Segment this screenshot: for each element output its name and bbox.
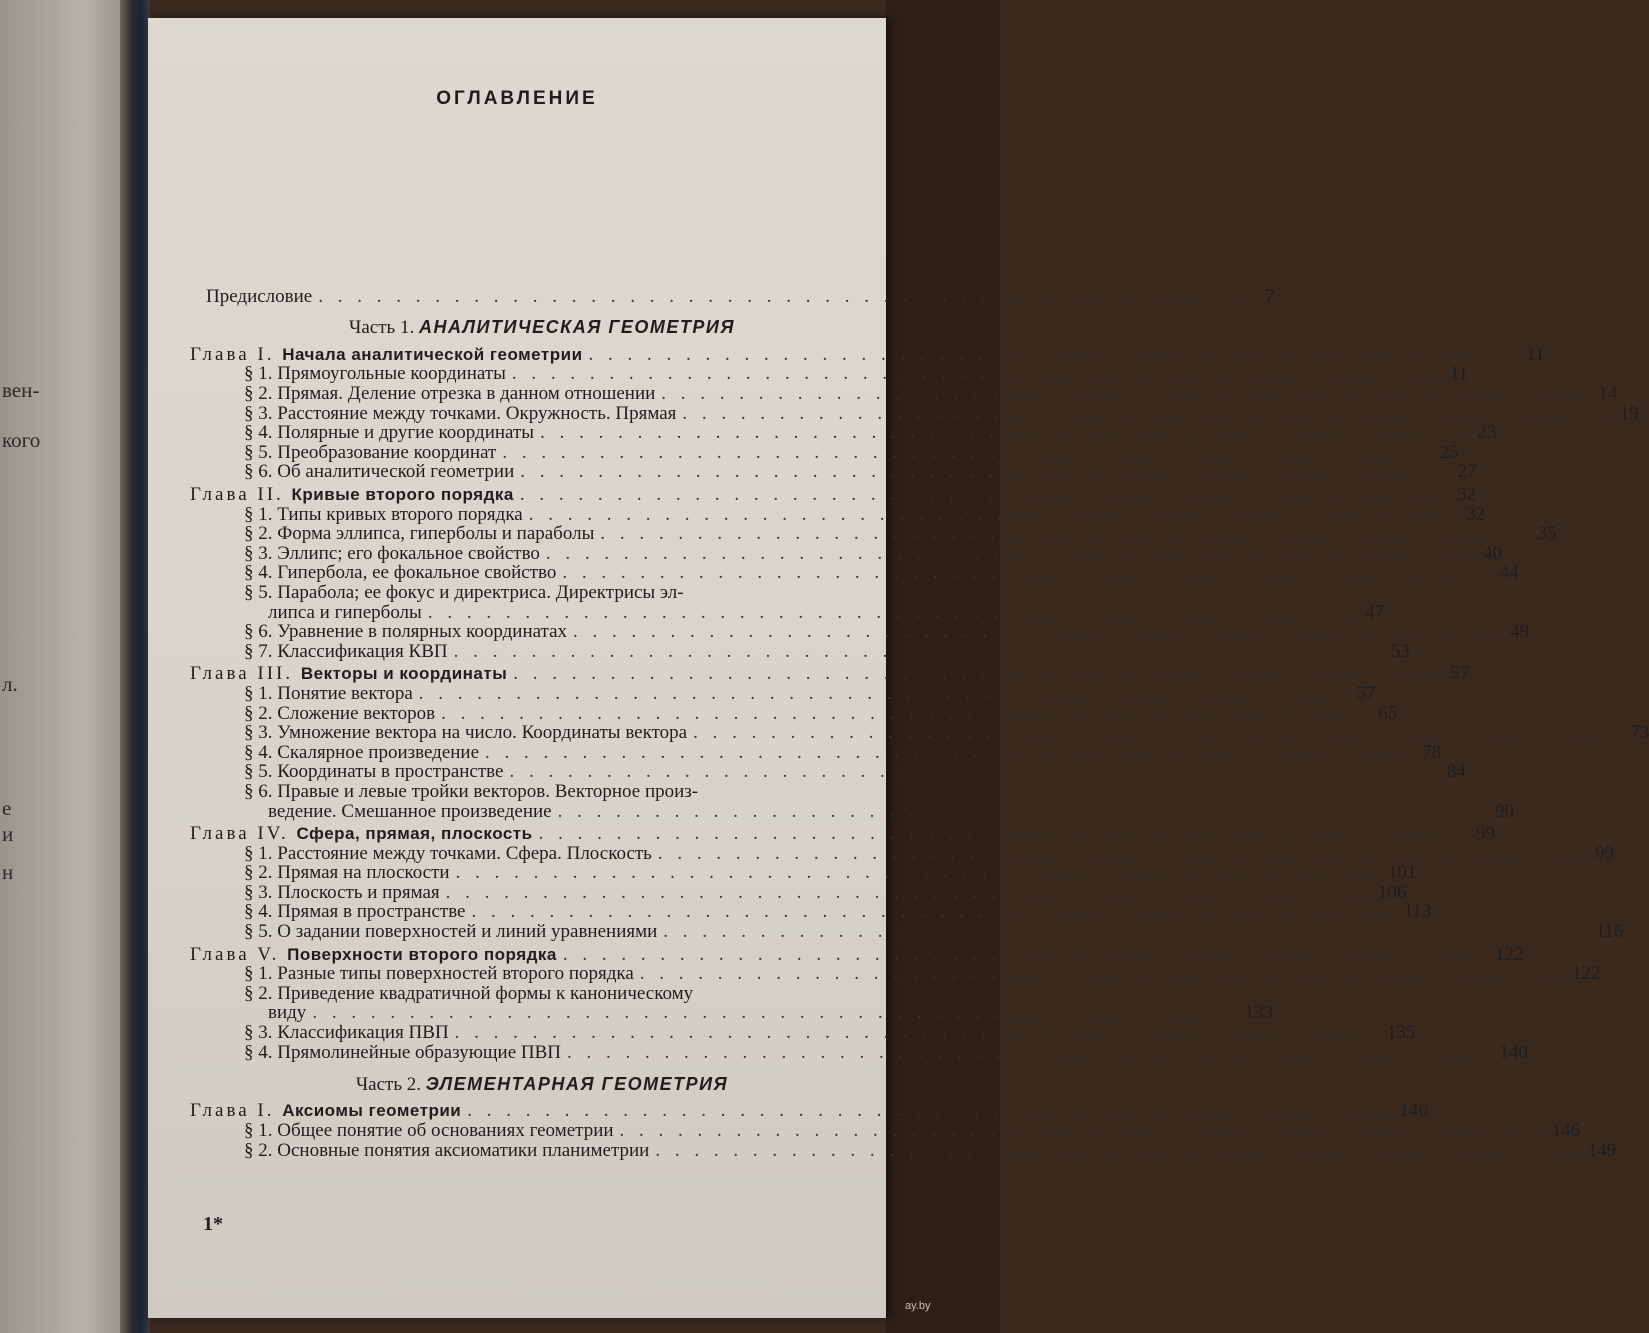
dot-leader: . . . . . . . . . . . . . . . . . . . . . . . . . . . . . . . . . . . . . . . . . . . . . . . . [663, 921, 1590, 943]
section-label: § 6. Об аналитической геометрии [244, 461, 515, 483]
page-number: 40 [1483, 542, 1503, 564]
dot-leader: . . . . . . . . . . . . . . . . . . . . . . . . . . . . . . . . . . . . . . . . . . . . . . . . [418, 682, 1346, 704]
section-label: § 2. Форма эллипса, гиперболы и параболы [244, 523, 595, 545]
entry-label [244, 1140, 649, 1162]
page-number: 44 [1499, 562, 1519, 584]
section-entry [244, 1139, 1617, 1162]
chapter-number: Глава IV. [190, 823, 297, 845]
section-label: § 5. Координаты в пространстве [244, 761, 504, 783]
page-number: 49 [1510, 621, 1530, 643]
section-label: § 3. Эллипс; его фокальное свойство [244, 542, 540, 564]
section-label: § 6. Уравнение в полярных координатах [244, 621, 568, 643]
page-number: 32 [1465, 503, 1485, 525]
section-label: § 3. Классификация ПВП [244, 1021, 449, 1043]
dot-leader: . . . . . . . . . . . . . . . . . . . . . . . . . . . . . . . . . . . . . . . . . . . . . . . . [562, 562, 1489, 584]
dot-leader: . . . . . . . . . . . . . . . . . . . . . . . . . . . . . . . . . . . . . . . . . . . . . . . . [661, 383, 1588, 405]
signature-mark: 1* [203, 1213, 223, 1235]
page-number: 113 [1403, 901, 1432, 923]
dot-leader: . . . . . . . . . . . . . . . . . . . . . . . . . . . . . . . . . . . . . . . . . . . . . . . . [445, 881, 1372, 903]
dot-leader: . . . . . . . . . . . . . . . . . . . . . . . . . . . . . . . . . . . . . . . . . . . . . . . . [511, 363, 1439, 385]
dot-leader: . . . . . . . . . . . . . . . . . . . . . . . . . . . . . . . . . . . . . . . . . . . . . . . . [528, 503, 1455, 525]
facing-page-fragment: вен- [2, 378, 40, 402]
page-number: 53 [1390, 640, 1410, 662]
part-number: Часть 2. [355, 1073, 426, 1095]
section-label-continuation: липса и гиперболы [268, 601, 422, 623]
page-number: 11 [1526, 343, 1545, 365]
page-number: 146 [1551, 1119, 1581, 1141]
entry-label [268, 801, 552, 823]
dot-leader: . . . . . . . . . . . . . . . . . . . . . . . . . . . . . . . . . . . . . . . . . . . . . . . . [600, 523, 1527, 545]
dot-leader: . . . . . . . . . . . . . . . . . . . . . . . . . . . . . . . . . . . . . . . . . . . . . . . . [562, 943, 1490, 965]
page-number: 149 [1587, 1139, 1617, 1161]
chapter-name: Начала аналитической геометрии [282, 344, 583, 364]
page-number: 90 [1494, 800, 1514, 822]
dot-leader: . . . . . . . . . . . . . . . . . . . . . . . . . . . . . . . . . . . . . . . . . . . . . . . . [318, 286, 1245, 307]
section-label: § 4. Гипербола, ее фокальное свойство [244, 562, 557, 584]
section-label: § 6. Правые и левые тройки векторов. Векторное произ- [244, 780, 699, 802]
page-number: 27 [1457, 461, 1477, 483]
preface-label: Предисловие [206, 286, 313, 307]
facing-page-fragment: и [2, 822, 14, 846]
entry-label [206, 286, 312, 308]
part-heading [148, 317, 886, 339]
dot-leader: . . . . . . . . . . . . . . . . . . . . . . . . . . . . . . . . . . . . . . . . . . . . . . . . [312, 1002, 1239, 1024]
section-label-continuation: ведение. Смешанное произведение [268, 800, 552, 822]
chapter-name: Векторы и координаты [300, 664, 508, 684]
section-label: § 2. Основные понятия аксиоматики планиметрии [244, 1139, 650, 1161]
section-label: § 5. Преобразование координат [244, 441, 497, 463]
page-number: 23 [1477, 422, 1497, 444]
dot-leader: . . . . . . . . . . . . . . . . . . . . . . . . . . . . . . . . . . . . . . . . . . . . . . . . [693, 722, 1620, 744]
dot-leader: . . . . . . . . . . . . . . . . . . . . . . . . . . . . . . . . . . . . . . . . . . . . . . . . [540, 422, 1467, 444]
book-spine-gutter [120, 0, 150, 1333]
entry-label [244, 461, 514, 483]
dot-leader: . . . . . . . . . . . . . . . . . . . . . . . . . . . . . . . . . . . . . . . . . . . . . . . . [619, 1119, 1546, 1141]
facing-page-fragment: е [2, 796, 12, 820]
dot-leader: . . . . . . . . . . . . . . . . . . . . . . . . . . . . . . . . . . . . . . . . . . . . . . . . [513, 663, 1440, 685]
chapter-number: Глава I. [190, 343, 283, 365]
section-label: § 2. Прямая на плоскости [244, 862, 450, 884]
page-number: 84 [1446, 761, 1466, 783]
entry-label [244, 1042, 561, 1064]
chapter-name: Аксиомы геометрии [282, 1101, 462, 1121]
dot-leader: . . . . . . . . . . . . . . . . . . . . . . . . . . . . . . . . . . . . . . . . . . . . . . . . [454, 1021, 1381, 1043]
section-label: § 1. Понятие вектора [244, 682, 413, 704]
section-entry [244, 921, 1624, 943]
page-number: 140 [1499, 1041, 1528, 1063]
page-number: 135 [1386, 1021, 1416, 1043]
page-number: 57 [1356, 682, 1376, 704]
section-label: § 4. Скалярное произведение [244, 741, 480, 763]
dot-leader: . . . . . . . . . . . . . . . . . . . . . . . . . . . . . . . . . . . . . . . . . . . . . . . . [467, 1100, 1394, 1122]
dot-leader: . . . . . . . . . . . . . . . . . . . . . . . . . . . . . . . . . . . . . . . . . . . . . . . . [455, 862, 1382, 884]
section-label: § 5. О задании поверхностей и линий уравнениями [244, 921, 658, 943]
section-label: § 3. Плоскость и прямая [244, 881, 440, 903]
part-number: Часть 1. [349, 317, 419, 339]
section-label: § 1. Расстояние между точками. Сфера. Плоскость [244, 842, 652, 864]
section-label: § 4. Прямолинейные образующие ПВП [244, 1041, 562, 1063]
section-label: § 1. Разные типы поверхностей второго порядка [244, 963, 634, 985]
chapter-name: Сфера, прямая, плоскость [296, 824, 533, 844]
preface-entry [206, 286, 1275, 308]
page-number: 116 [1595, 921, 1624, 943]
entry-label [244, 641, 448, 663]
dot-leader: . . . . . . . . . . . . . . . . . . . . . . . . . . . . . . . . . . . . . . . . . . . . . . . . [639, 963, 1567, 985]
chapter-number: Глава I. [190, 1100, 283, 1122]
section-label: § 1. Типы кривых второго порядка [244, 503, 523, 525]
dot-leader: . . . . . . . . . . . . . . . . . . . . . . . . . . . . . . . . . . . . . . . . . . . . . . . . [588, 343, 1515, 365]
watermark: ay.by [905, 1300, 931, 1312]
section-label: § 3. Умножение вектора на число. Координаты вектора [244, 722, 688, 744]
dot-leader: . . . . . . . . . . . . . . . . . . . . . . . . . . . . . . . . . . . . . . . . . . . . . . . . [682, 402, 1609, 424]
page-number: 7 [1264, 286, 1275, 307]
page-number: 25 [1439, 441, 1459, 463]
dot-leader: . . . . . . . . . . . . . . . . . . . . . . . . . . . . . . . . . . . . . . . . . . . . . . . . [573, 621, 1500, 643]
section-label: § 2. Прямая. Деление отрезка в данном отношении [244, 383, 656, 405]
dot-leader: . . . . . . . . . . . . . . . . . . . . . . . . . . . . . . . . . . . . . . . . . . . . . . . . [545, 542, 1473, 564]
section-label: § 4. Прямая в пространстве [244, 901, 466, 923]
section-label-continuation: виду [268, 1002, 307, 1024]
page-number: 99 [1475, 823, 1495, 845]
page-number: 101 [1387, 862, 1417, 884]
chapter-number: Глава III. [190, 663, 301, 685]
section-label: § 7. Классификация КВП [244, 640, 448, 662]
chapter-number: Глава II. [190, 483, 292, 505]
dot-leader: . . . . . . . . . . . . . . . . . . . . . . . . . . . . . . . . . . . . . . . . . . . . . . . . [655, 1139, 1582, 1161]
section-entry-continuation [268, 800, 1514, 823]
section-label: § 4. Полярные и другие координаты [244, 422, 535, 444]
facing-page [0, 0, 140, 1333]
page-number: 146 [1399, 1100, 1429, 1122]
section-label: § 5. Парабола; ее фокус и директриса. Директрисы эл- [244, 581, 684, 603]
part-heading [148, 1074, 886, 1096]
section-label: § 3. Расстояние между точками. Окружность. Прямая [244, 402, 677, 424]
page-number: 32 [1457, 483, 1477, 505]
dot-leader: . . . . . . . . . . . . . . . . . . . . . . . . . . . . . . . . . . . . . . . . . . . . . . . . [657, 842, 1585, 864]
page-title: ОГЛАВЛЕНИЕ [436, 88, 598, 109]
dot-leader: . . . . . . . . . . . . . . . . . . . . . . . . . . . . . . . . . . . . . . . . . . . . . . . . [509, 761, 1436, 783]
dot-leader: . . . . . . . . . . . . . . . . . . . . . . . . . . . . . . . . . . . . . . . . . . . . . . . . [471, 901, 1398, 923]
page-number: 35 [1537, 523, 1557, 545]
page-number: 122 [1572, 963, 1601, 985]
page-number: 47 [1365, 601, 1385, 623]
section-entry [244, 1041, 1528, 1064]
section-label: § 2. Приведение квадратичной формы к каноническому [244, 982, 694, 1004]
facing-page-fragment: л. [2, 672, 18, 696]
dot-leader: . . . . . . . . . . . . . . . . . . . . . . . . . . . . . . . . . . . . . . . . . . . . . . . . [520, 461, 1447, 483]
section-entry [244, 461, 1477, 483]
entry-label [244, 921, 657, 943]
section-label: § 2. Сложение векторов [244, 702, 436, 724]
dot-leader: . . . . . . . . . . . . . . . . . . . . . . . . . . . . . . . . . . . . . . . . . . . . . . . . [441, 702, 1368, 724]
page-number: 11 [1449, 363, 1469, 385]
chapter-name: Кривые второго порядка [291, 484, 514, 504]
page-number: 19 [1619, 402, 1639, 424]
section-entry [244, 640, 1410, 663]
part-name: ЭЛЕМЕНТАРНАЯ ГЕОМЕТРИЯ [425, 1073, 729, 1094]
page-number: 65 [1378, 702, 1398, 724]
section-label: § 1. Прямоугольные координаты [244, 363, 506, 385]
dot-leader: . . . . . . . . . . . . . . . . . . . . . . . . . . . . . . . . . . . . . . . . . . . . . . . . [567, 1041, 1494, 1063]
page-number: 57 [1450, 663, 1470, 685]
page-number: 73 [1630, 722, 1649, 744]
section-label: § 1. Общее понятие об основаниях геометрии [244, 1119, 614, 1141]
page-number: 14 [1598, 383, 1618, 405]
facing-page-fragment: н [2, 860, 14, 884]
dot-leader: . . . . . . . . . . . . . . . . . . . . . . . . . . . . . . . . . . . . . . . . . . . . . . . . [519, 483, 1447, 505]
page-number: 78 [1422, 741, 1442, 763]
page-number: 122 [1495, 943, 1524, 965]
page-number: 133 [1244, 1002, 1274, 1024]
chapter-name: Поверхности второго порядка [287, 944, 557, 964]
dot-leader: . . . . . . . . . . . . . . . . . . . . . . . . . . . . . . . . . . . . . . . . . . . . . . . . [557, 800, 1484, 822]
dot-leader: . . . . . . . . . . . . . . . . . . . . . . . . . . . . . . . . . . . . . . . . . . . . . . . . [485, 741, 1412, 763]
dot-leader: . . . . . . . . . . . . . . . . . . . . . . . . . . . . . . . . . . . . . . . . . . . . . . . . [453, 640, 1380, 662]
part-name: АНАЛИТИЧЕСКАЯ ГЕОМЕТРИЯ [418, 317, 735, 338]
dot-leader: . . . . . . . . . . . . . . . . . . . . . . . . . . . . . . . . . . . . . . . . . . . . . . . . [538, 823, 1465, 845]
facing-page-fragment: кого [2, 428, 41, 452]
chapter-number: Глава V. [190, 943, 288, 965]
dot-leader: . . . . . . . . . . . . . . . . . . . . . . . . . . . . . . . . . . . . . . . . . . . . . . . . [502, 441, 1429, 463]
page-number: 106 [1377, 881, 1407, 903]
page-number: 99 [1595, 842, 1615, 864]
dot-leader: . . . . . . . . . . . . . . . . . . . . . . . . . . . . . . . . . . . . . . . . . . . . . . . . [427, 601, 1355, 623]
